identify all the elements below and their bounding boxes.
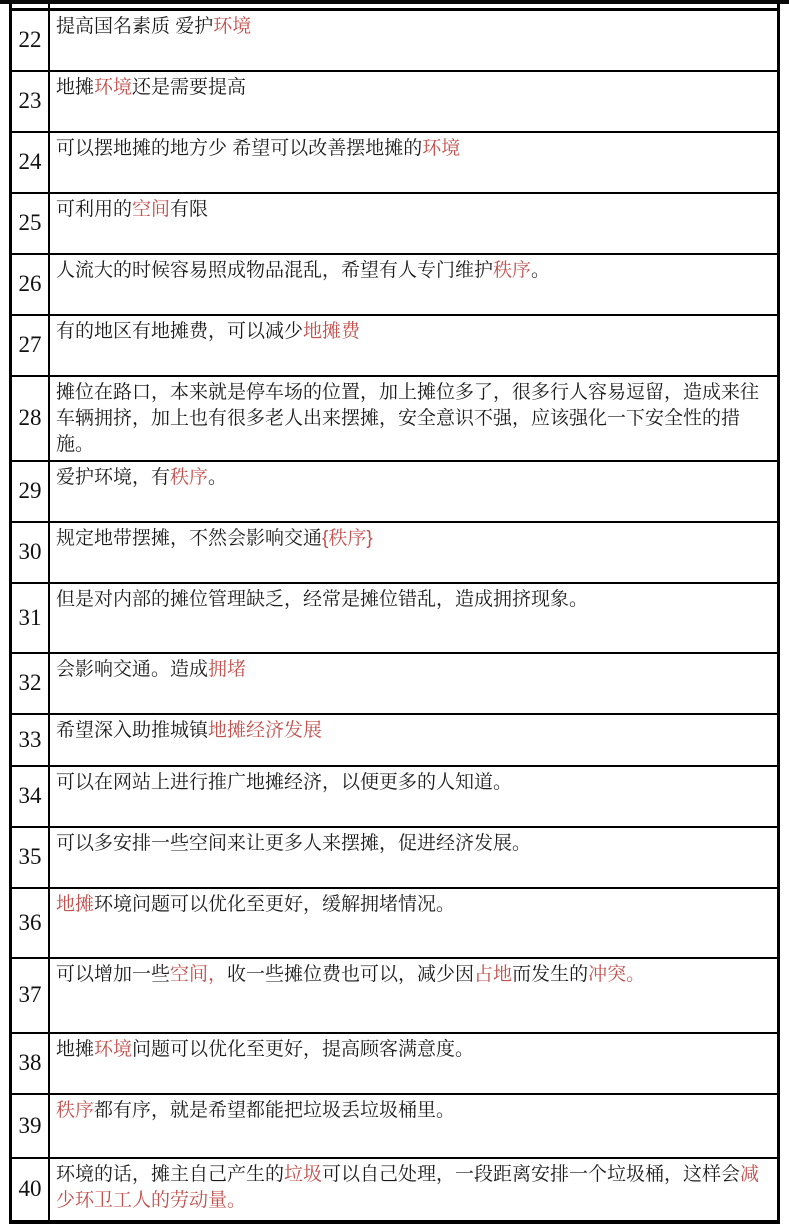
- survey-feedback-table: [9, 4, 780, 1224]
- row-number: 27: [11, 315, 50, 376]
- table-row: [11, 376, 779, 461]
- row-number: 26: [11, 254, 50, 315]
- table-row: [11, 766, 779, 827]
- table-row: [11, 522, 779, 583]
- row-content: [49, 1094, 779, 1158]
- text-segment: 可利用的: [56, 198, 133, 220]
- table-row: [11, 132, 779, 193]
- document-page: [9, 4, 780, 1224]
- row-content: [49, 714, 779, 766]
- highlighted-text-segment: 减少环卫工人的劳动量。: [56, 1163, 760, 1211]
- row-content: [49, 653, 779, 714]
- text-segment: 地摊: [56, 1038, 95, 1060]
- row-content: [49, 315, 779, 376]
- row-number: 31: [11, 583, 50, 653]
- row-number: 38: [11, 1033, 50, 1094]
- text-segment: 还是需要提高: [132, 76, 247, 98]
- table-row: [11, 193, 779, 254]
- row-number: 34: [11, 766, 50, 827]
- row-number: 25: [11, 193, 50, 254]
- highlighted-text-segment: 空间: [132, 198, 171, 220]
- row-number: 37: [11, 958, 50, 1033]
- highlighted-text-segment: 环境: [213, 16, 252, 37]
- row-content: [49, 254, 779, 315]
- row-number: 35: [11, 827, 50, 888]
- row-content: [49, 522, 779, 583]
- row-content: [49, 1033, 779, 1094]
- row-number: 33: [11, 714, 50, 766]
- text-segment: 可以摆地摊的地方少 希望可以改善摆地摊的: [56, 137, 423, 159]
- highlighted-text-segment: 秩序: [170, 466, 209, 488]
- text-segment: 可以自己处理，一段距离安排一个垃圾桶，这样会: [322, 1163, 741, 1185]
- text-segment: 有限: [170, 198, 209, 220]
- row-number: 24: [11, 132, 50, 193]
- text-segment: 环境问题可以优化至更好，缓解拥堵情况。: [94, 893, 456, 915]
- highlighted-text-segment: 拥堵: [208, 658, 247, 680]
- table-row: [11, 583, 779, 653]
- text-segment: 有的地区有地摊费，可以减少: [56, 320, 304, 342]
- text-segment: 环境的话，摊主自己产生的: [56, 1163, 285, 1185]
- table-row: [11, 461, 779, 522]
- highlighted-text-segment: 冲突。: [588, 963, 646, 985]
- row-content: [49, 958, 779, 1033]
- row-content: [49, 583, 779, 653]
- table-row: [11, 958, 779, 1033]
- row-number: 40: [11, 1158, 50, 1222]
- row-number: 28: [11, 376, 50, 461]
- table-row: [11, 10, 779, 71]
- table-row: [11, 714, 779, 766]
- row-number: 39: [11, 1094, 50, 1158]
- highlighted-text-segment: 地摊经济发展: [208, 719, 323, 741]
- row-content: [49, 827, 779, 888]
- highlighted-text-segment: 占地: [474, 963, 513, 985]
- highlighted-text-segment: 秩序: [493, 259, 532, 281]
- table-row: [11, 1158, 779, 1222]
- text-segment: 爱护环境，有: [56, 466, 171, 488]
- text-segment: 而发生的: [512, 963, 589, 985]
- text-segment: 会影响交通。造成: [56, 658, 209, 680]
- row-content: [49, 461, 779, 522]
- highlighted-text-segment: 环境: [94, 76, 133, 98]
- text-segment: 可以多安排一些空间来让更多人来摆摊，促进经济发展。: [56, 832, 532, 854]
- text-segment: 希望深入助推城镇: [56, 719, 209, 741]
- survey-table-body: [11, 10, 779, 1222]
- row-number: 29: [11, 461, 50, 522]
- row-content: [49, 71, 779, 132]
- table-row: [11, 653, 779, 714]
- row-content: [49, 10, 779, 71]
- table-row: [11, 888, 779, 958]
- text-segment: 可以在网站上进行推广地摊经济，以便更多的人知道。: [56, 771, 513, 793]
- highlighted-text-segment: 空间，: [170, 963, 228, 985]
- row-content: [49, 1158, 779, 1222]
- text-segment: 人流大的时候容易照成物品混乱，希望有人专门维护: [56, 259, 494, 281]
- highlighted-text-segment: 环境: [94, 1038, 133, 1060]
- table-row: [11, 827, 779, 888]
- text-segment: 收一些摊位费也可以，减少因: [227, 963, 475, 985]
- text-segment: 但是对内部的摊位管理缺乏，经常是摊位错乱，造成拥挤现象。: [56, 588, 589, 610]
- row-number: 36: [11, 888, 50, 958]
- table-row: [11, 1094, 779, 1158]
- row-number: 30: [11, 522, 50, 583]
- row-content: [49, 376, 779, 461]
- table-row: [11, 1033, 779, 1094]
- text-segment: 提高国名素质 爱护: [56, 16, 214, 37]
- row-content: [49, 132, 779, 193]
- text-segment: 可以增加一些: [56, 963, 171, 985]
- table-row: [11, 71, 779, 132]
- highlighted-text-segment: 地摊费: [303, 320, 361, 342]
- row-number: 32: [11, 653, 50, 714]
- table-row: [11, 254, 779, 315]
- highlighted-text-segment: 地摊: [56, 893, 95, 915]
- row-number: 23: [11, 71, 50, 132]
- text-segment: 地摊: [56, 76, 95, 98]
- highlighted-text-segment: {秩序}: [322, 527, 373, 549]
- row-content: [49, 193, 779, 254]
- text-segment: 问题可以优化至更好，提高顾客满意度。: [132, 1038, 475, 1060]
- row-content: [49, 888, 779, 958]
- text-segment: 规定地带摆摊，不然会影响交通: [56, 527, 323, 549]
- text-segment: 摊位在路口，本来就是停车场的位置，加上摊位多了，很多行人容易逗留，造成来往车辆拥挤，加上也有很多老人出来摆摊，安全意识不强，应该强化一下安全性的措施。: [56, 381, 760, 455]
- highlighted-text-segment: 垃圾: [284, 1163, 323, 1185]
- text-segment: 都有序，就是希望都能把垃圾丢垃圾桶里。: [94, 1099, 456, 1121]
- table-row: [11, 315, 779, 376]
- row-content: [49, 766, 779, 827]
- highlighted-text-segment: 环境: [422, 137, 461, 159]
- row-number: 22: [11, 10, 50, 71]
- text-segment: 。: [531, 259, 551, 281]
- text-segment: 。: [208, 466, 228, 488]
- highlighted-text-segment: 秩序: [56, 1099, 95, 1121]
